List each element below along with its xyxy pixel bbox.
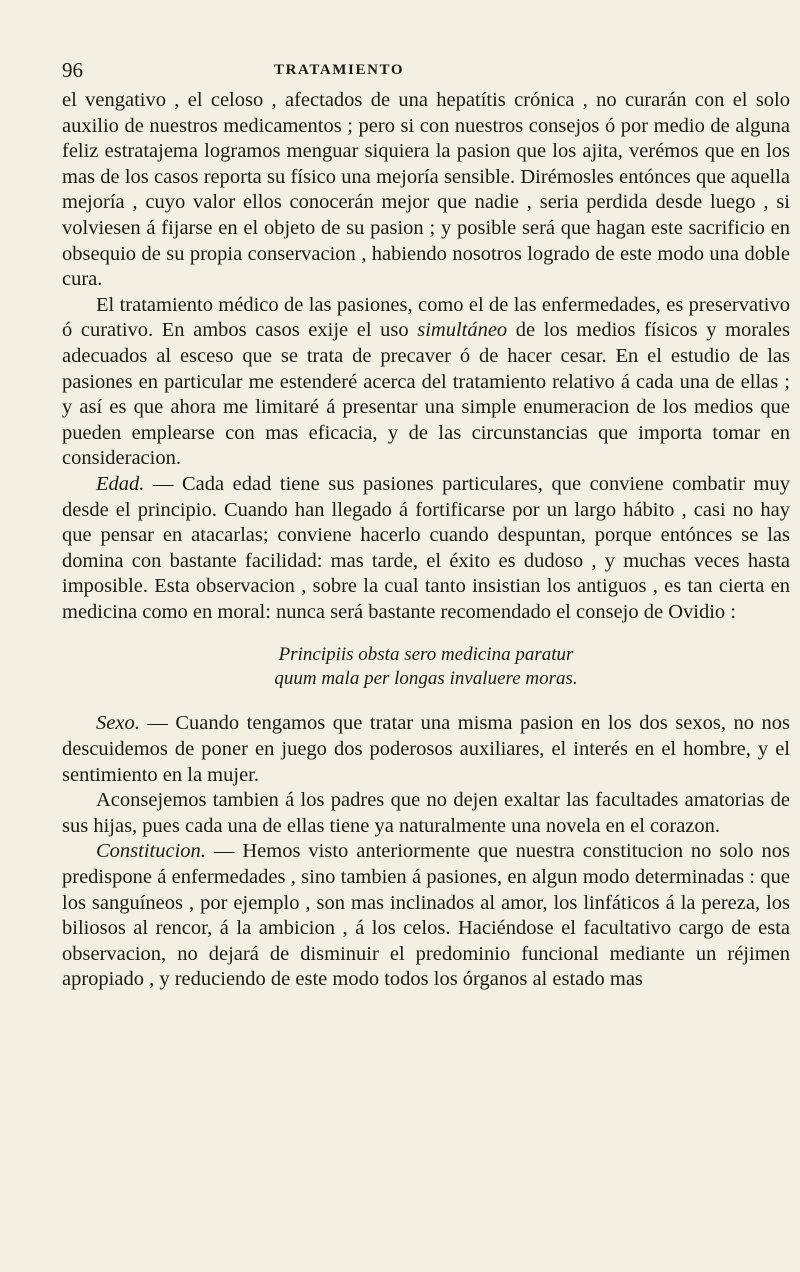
section-lead-edad: Edad. <box>96 472 145 495</box>
quote-line-1: Principiis obsta sero medicina paratur <box>278 644 574 666</box>
paragraph-1: el vengativo , el celoso , afectados de una hepatítis crónica , no curarán con el solo auxilio de nuestros medicamentos ; pero si con nuestros consejos ó por medio de alguna feliz estratajema logramos menguar siquiera la pasion que los ajita, verémos que en los mas de los casos reporta su físico una mejoría sensible. Dirémosles entónces que aquella mejoría , cuyo valor ellos conocerán mejor que nadie , seria perdida desde luego , si volviesen á fijarse en el objeto de su pasion ; y posible será que hagan este sacrificio en obsequio de su propia conservacion , habiendo nosotros logrado de este modo una doble cura. <box>62 89 790 291</box>
paragraph-edad <box>62 472 790 626</box>
paragraph-5: Aconsejemos tambien á los padres que no dejen exaltar las facultades amatorias de sus hijas, pues cada una de ellas tiene ya naturalmente una novela en el corazon. <box>62 789 790 837</box>
paragraph-2-part-a: El tratamiento médico de las pasiones, como el de las enfermedades, es preservativo ó curativo. En ambos casos exije el uso <box>62 293 790 342</box>
page-header <box>62 58 790 86</box>
page-number: 96 <box>62 58 83 82</box>
paragraph-constitucion <box>62 839 790 993</box>
running-head: TRATAMIENTO <box>274 62 405 78</box>
emphasis-simultaneo: simultáneo <box>417 319 508 342</box>
paragraph-2 <box>62 293 790 472</box>
section-lead-constitucion: Constitucion. <box>96 840 206 863</box>
latin-quote <box>62 643 790 691</box>
section-lead-sexo: Sexo. <box>96 712 140 735</box>
paragraph-edad-body: — Cada edad tiene sus pasiones particulares, que conviene combatir muy desde el principio. Cuando han llegado á fortificarse por un largo hábito , casi no hay que pensar en atacarlas; conviene hacerlo cuando despuntan, porque entónces se las domina con bastante facilidad: mas tarde, el éxito es dudoso , y muchas veces hasta imposible. Esta observacion , sobre la cual tanto insistian los antiguos , es tan cierta en medicina como en moral: nunca será bastante recomendado el consejo de Ovidio : <box>62 472 790 623</box>
paragraph-2-part-b: de los medios físicos y morales adecuados al esceso que se trata de precaver ó de hacer cesar. En el estudio de las pasiones en particular me estenderé acerca del tratamiento relativo á cada una de ellas ; y así es que ahora me limitaré á presentar una simple enumeracion de los medios que pueden emplearse con mas eficacia, y de las circunstancias que importa tomar en consideracion. <box>62 319 790 470</box>
body-text <box>62 88 790 993</box>
paragraph-sexo <box>62 711 790 788</box>
paragraph-sexo-body: — Cuando tengamos que tratar una misma pasion en los dos sexos, no nos descuidemos de poner en juego dos poderosos auxiliares, el interés en el hombre, y el sentimiento en la mujer. <box>62 712 790 786</box>
paragraph-constitucion-body: — Hemos visto anteriormente que nuestra constitucion no solo nos predispone á enfermedades , sino tambien á pasiones, en algun modo determinadas : que los sanguíneos , por ejemplo , son mas inclinados al amor, los linfáticos á la pereza, los biliosos al rencor, á la ambicion , á los celos. Haciéndose el facultativo cargo de esta observacion, no dejará de disminuir el predominio funcional mediante un réjimen apropiado , y reduciendo de este modo todos los órganos al estado mas <box>62 840 790 991</box>
quote-line-2: quum mala per longas invaluere moras. <box>274 668 578 690</box>
